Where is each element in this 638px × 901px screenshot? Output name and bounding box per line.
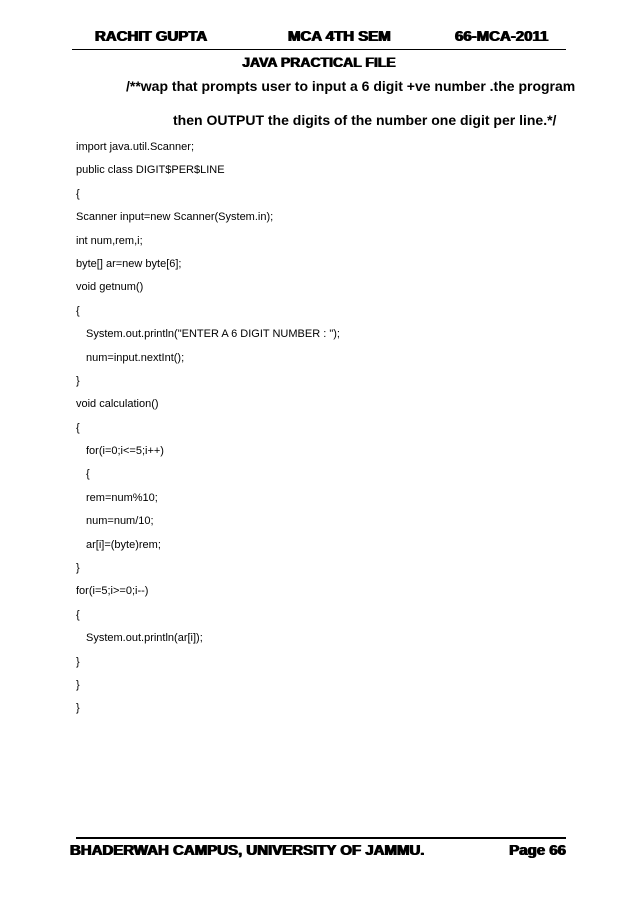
footer-page-number: Page 66 bbox=[509, 842, 566, 859]
code-line: { bbox=[76, 421, 80, 434]
code-line: byte[] ar=new byte[6]; bbox=[76, 257, 182, 270]
code-line: Scanner input=new Scanner(System.in); bbox=[76, 211, 274, 224]
code-line: } bbox=[76, 655, 80, 668]
code-line: num=num/10; bbox=[86, 515, 154, 528]
code-listing bbox=[76, 136, 596, 721]
code-line: } bbox=[76, 562, 80, 575]
code-line: ar[i]=(byte)rem; bbox=[86, 538, 161, 551]
code-line: public class DIGIT$PER$LINE bbox=[76, 164, 225, 177]
code-line: } bbox=[76, 702, 80, 715]
program-comment-line-2: then OUTPUT the digits of the number one digit per line.*/ bbox=[173, 112, 557, 128]
header-rule bbox=[72, 49, 566, 50]
code-line: void getnum() bbox=[76, 281, 144, 294]
code-line: void calculation() bbox=[76, 398, 159, 411]
code-line: { bbox=[76, 187, 80, 200]
code-line: } bbox=[76, 374, 80, 387]
header-author: RACHIT GUPTA bbox=[95, 28, 208, 45]
page-header bbox=[0, 28, 638, 48]
code-line: num=input.nextInt(); bbox=[86, 351, 185, 364]
code-line: for(i=0;i<=5;i++) bbox=[86, 445, 164, 458]
code-line: for(i=5;i>=0;i--) bbox=[76, 585, 149, 598]
code-line: rem=num%10; bbox=[86, 491, 158, 504]
page-title: JAVA PRACTICAL FILE bbox=[242, 54, 396, 70]
header-semester: MCA 4TH SEM bbox=[288, 28, 391, 45]
program-comment-line-1: /**wap that prompts user to input a 6 digit +ve number .the program bbox=[126, 78, 576, 94]
page-footer bbox=[70, 837, 566, 863]
code-line: { bbox=[86, 468, 90, 481]
header-roll-number: 66-MCA-2011 bbox=[455, 28, 549, 45]
code-line: System.out.println("ENTER A 6 DIGIT NUMBER : "); bbox=[86, 328, 340, 341]
code-line: { bbox=[76, 304, 80, 317]
footer-campus: BHADERWAH CAMPUS, UNIVERSITY OF JAMMU. bbox=[70, 842, 425, 859]
code-line: int num,rem,i; bbox=[76, 234, 143, 247]
code-line: System.out.println(ar[i]); bbox=[86, 632, 203, 645]
code-line: } bbox=[76, 678, 80, 691]
code-line: { bbox=[76, 608, 80, 621]
code-line: import java.util.Scanner; bbox=[76, 141, 194, 153]
